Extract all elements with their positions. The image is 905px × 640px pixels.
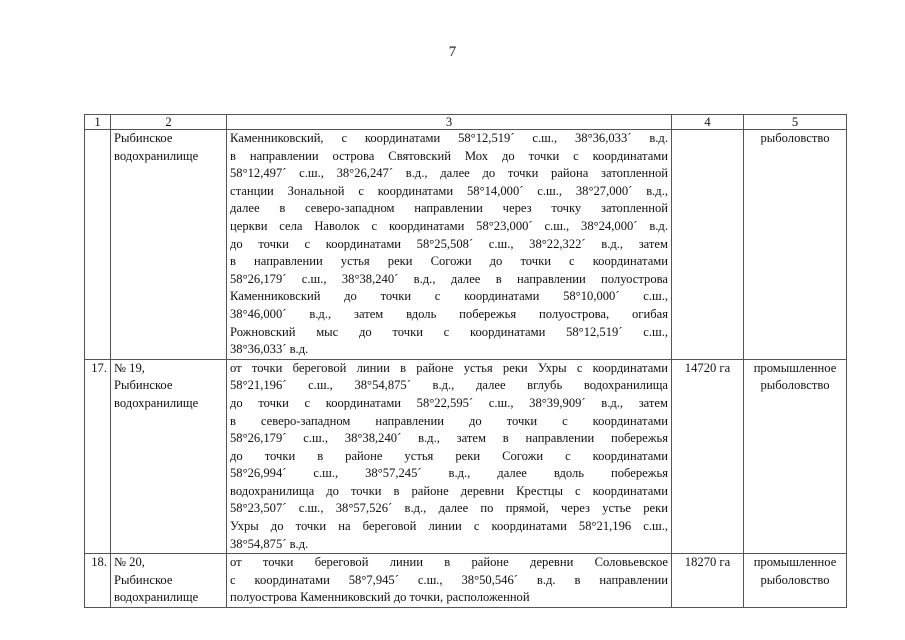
description-line: до точки с координатами 58°25,508´ с.ш., 38°22,322´ в.д., затем <box>230 236 668 251</box>
description-line: 58°26,994´ с.ш., 38°57,245´ в.д., далее вдоль побережья <box>230 466 668 481</box>
description-line: 58°21,196´ с.ш., 38°54,875´ в.д., далее вглубь водохранилища <box>230 378 668 393</box>
water-body-line: Рыбинское <box>114 378 173 393</box>
water-body-cell <box>111 359 227 554</box>
purpose-line: рыболовство <box>760 131 830 145</box>
header-cell: 4 <box>672 115 744 130</box>
water-body-line: № 20, <box>114 555 145 570</box>
boundary-description-cell <box>227 130 672 360</box>
water-body-cell <box>111 130 227 360</box>
description-line: 58°26,179´ с.ш., 38°38,240´ в.д., далее в направлении полуострова <box>230 271 668 286</box>
header-cell: 3 <box>227 115 672 130</box>
purpose-line: рыболовство <box>760 572 830 587</box>
description-line: 38°36,033´ в.д. <box>230 342 309 357</box>
description-line: в направлении острова Святовский Мох до точки с координатами <box>230 148 668 163</box>
header-cell: 1 <box>85 115 111 130</box>
description-line: Каменниковский до точки с координатами 58°10,000´ с.ш., <box>230 289 668 304</box>
purpose-line: промышленное <box>753 555 837 570</box>
area-value: 18270 га <box>684 555 731 570</box>
description-line: 58°26,179´ с.ш., 38°38,240´ в.д., затем в направлении побережья <box>230 431 668 446</box>
description-line: 58°23,507´ с.ш., 38°57,526´ в.д., далее по прямой, через устье реки <box>230 501 668 516</box>
row-number: 17. <box>91 360 107 375</box>
description-line: до точки с координатами 58°22,595´ с.ш., 38°39,909´ в.д., затем <box>230 395 668 410</box>
purpose-cell <box>744 554 847 608</box>
table-header-row <box>85 115 847 130</box>
description-line: с координатами 58°7,945´ с.ш., 38°50,546´ в.д. в направлении <box>230 572 668 587</box>
description-line: 38°54,875´ в.д. <box>230 536 309 551</box>
water-body-line: Рыбинское <box>114 131 173 145</box>
description-line: Ухры до точки на береговой линии с координатами 58°21,196 с.ш., <box>230 519 668 534</box>
row-number-cell <box>85 130 111 360</box>
water-body-cell <box>111 554 227 608</box>
purpose-cell <box>744 130 847 360</box>
boundary-description-cell <box>227 359 672 554</box>
water-body-line: водохранилище <box>114 148 199 163</box>
description-line: водохранилища до точки в районе деревни Крестцы с координатами <box>230 483 668 498</box>
water-body-line: Рыбинское <box>114 572 173 587</box>
row-number-cell <box>85 359 111 554</box>
water-body-line: водохранилище <box>114 395 199 410</box>
description-line: церкви села Наволок с координатами 58°23,000´ с.ш., 38°24,000´ в.д. <box>230 218 668 233</box>
boundary-description-cell <box>227 554 672 608</box>
row-number: 18. <box>91 555 107 570</box>
description-line: 38°46,000´ в.д., затем вдоль побережья полуострова, огибая <box>230 306 668 321</box>
area-value: 14720 га <box>684 360 731 375</box>
table-row <box>85 130 847 360</box>
header-cell: 2 <box>111 115 227 130</box>
header-cell: 5 <box>744 115 847 130</box>
purpose-line: промышленное <box>753 360 837 375</box>
description-line: от точки береговой линии в районе устья реки Ухры с координатами <box>230 360 668 375</box>
row-number-cell <box>85 554 111 608</box>
description-line: Каменниковский, с координатами 58°12,519´ с.ш., 38°36,033´ в.д. <box>230 131 668 145</box>
purpose-line: рыболовство <box>760 378 830 393</box>
water-body-line: водохранилище <box>114 590 199 605</box>
description-line: Рожновский мыс до точки с координатами 58°12,519´ с.ш., <box>230 324 668 339</box>
area-cell <box>672 130 744 360</box>
page-number: 7 <box>448 44 457 60</box>
table-row <box>85 359 847 554</box>
description-line: в северо-западном направлении до точки с координатами <box>230 413 668 428</box>
purpose-cell <box>744 359 847 554</box>
water-body-line: № 19, <box>114 360 145 375</box>
area-cell <box>672 554 744 608</box>
area-cell <box>672 359 744 554</box>
zones-table <box>84 114 847 608</box>
description-line: станции Зональной с координатами 58°14,000´ с.ш., 38°27,000´ в.д., <box>230 183 668 198</box>
description-line: от точки береговой линии в районе деревни Соловьевское <box>230 555 668 570</box>
description-line: полуострова Каменниковский до точки, расположенной <box>230 590 530 605</box>
description-line: в направлении устья реки Согожи до точки с координатами <box>230 254 668 269</box>
description-line: до точки в районе устья реки Согожи с координатами <box>230 448 668 463</box>
table-row <box>85 554 847 608</box>
description-line: далее в северо-западном направлении через точку затопленной <box>230 201 668 216</box>
description-line: 58°12,497´ с.ш., 38°26,247´ в.д., далее до точки района затопленной <box>230 166 668 181</box>
